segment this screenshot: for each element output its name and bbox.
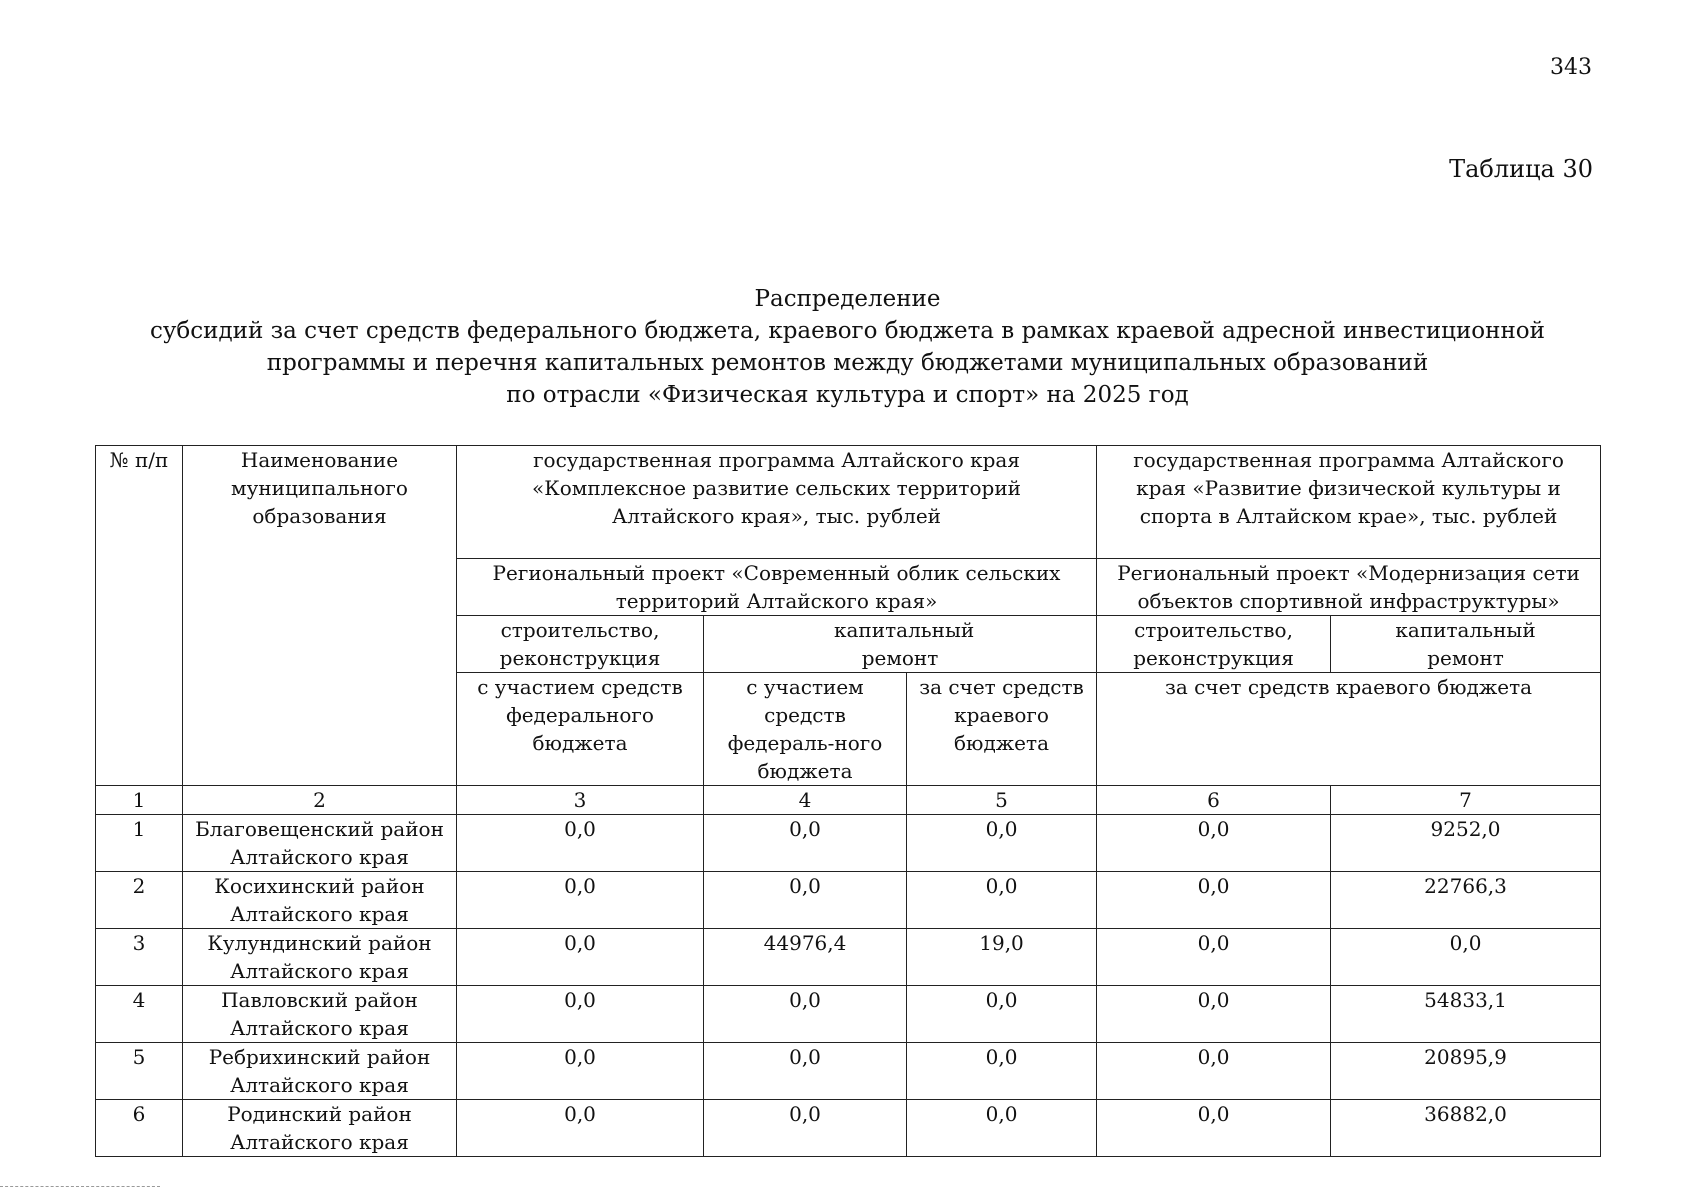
subsidy-distribution-table	[95, 445, 1601, 1157]
column-number: 7	[1331, 786, 1601, 815]
value-col-7: 22766,3	[1331, 872, 1601, 929]
column-number: 1	[96, 786, 183, 815]
value-col-7: 36882,0	[1331, 1100, 1601, 1157]
municipality-name: Благовещенский район Алтайского края	[183, 815, 457, 872]
row-number: 1	[96, 815, 183, 872]
header-num: № п/п	[96, 446, 183, 786]
header-regional-funds: за счет средств краевого бюджета	[907, 673, 1097, 786]
value-col-7: 0,0	[1331, 929, 1601, 986]
value-col-3: 0,0	[457, 929, 704, 986]
table-row	[96, 815, 1601, 872]
header-repair-2: капитальный ремонт	[1331, 616, 1601, 673]
value-col-6: 0,0	[1097, 929, 1331, 986]
header-federal-participation-repair: с участием средств федераль-ного бюджета	[704, 673, 907, 786]
value-col-4: 0,0	[704, 815, 907, 872]
row-number: 4	[96, 986, 183, 1043]
value-col-5: 0,0	[907, 872, 1097, 929]
column-number: 6	[1097, 786, 1331, 815]
page-number: 343	[1550, 55, 1592, 80]
municipality-name: Косихинский район Алтайского края	[183, 872, 457, 929]
table-row	[96, 1043, 1601, 1100]
row-number: 2	[96, 872, 183, 929]
header-regional-budget-funds: за счет средств краевого бюджета	[1097, 673, 1601, 786]
column-number-row	[96, 786, 1601, 815]
table-label: Таблица 30	[1449, 155, 1593, 183]
value-col-7: 20895,9	[1331, 1043, 1601, 1100]
value-col-3: 0,0	[457, 1100, 704, 1157]
value-col-4: 0,0	[704, 986, 907, 1043]
header-repair-1: капитальный ремонт	[704, 616, 1097, 673]
header-federal-participation: с участием средств федерального бюджета	[457, 673, 704, 786]
value-col-6: 0,0	[1097, 815, 1331, 872]
header-project-2: Региональный проект «Модернизация сети объектов спортивной инфраструктуры»	[1097, 559, 1601, 616]
title-line-1: Распределение	[754, 286, 941, 312]
value-col-4: 0,0	[704, 1100, 907, 1157]
table-row	[96, 929, 1601, 986]
value-col-7: 54833,1	[1331, 986, 1601, 1043]
value-col-5: 19,0	[907, 929, 1097, 986]
value-col-3: 0,0	[457, 872, 704, 929]
row-number: 5	[96, 1043, 183, 1100]
municipality-name: Павловский район Алтайского края	[183, 986, 457, 1043]
column-number: 5	[907, 786, 1097, 815]
value-col-6: 0,0	[1097, 1100, 1331, 1157]
value-col-5: 0,0	[907, 1043, 1097, 1100]
table-row	[96, 986, 1601, 1043]
document-title	[90, 283, 1605, 411]
row-number: 6	[96, 1100, 183, 1157]
header-program-1: государственная программа Алтайского края «Комплексное развитие сельских территорий Алтайского края», тыс. рублей	[457, 446, 1097, 559]
header-project-1: Региональный проект «Современный облик сельских территорий Алтайского края»	[457, 559, 1097, 616]
value-col-3: 0,0	[457, 815, 704, 872]
value-col-4: 0,0	[704, 872, 907, 929]
municipality-name: Ребрихинский район Алтайского края	[183, 1043, 457, 1100]
value-col-4: 0,0	[704, 1043, 907, 1100]
header-construction-2: строительство, реконструкция	[1097, 616, 1331, 673]
value-col-5: 0,0	[907, 815, 1097, 872]
value-col-6: 0,0	[1097, 986, 1331, 1043]
value-col-5: 0,0	[907, 1100, 1097, 1157]
value-col-5: 0,0	[907, 986, 1097, 1043]
municipality-name: Кулундинский район Алтайского края	[183, 929, 457, 986]
header-name: Наименование муниципального образования	[183, 446, 457, 786]
value-col-6: 0,0	[1097, 1043, 1331, 1100]
value-col-6: 0,0	[1097, 872, 1331, 929]
title-line-2: субсидий за счет средств федерального бюджета, краевого бюджета в рамках краевой адресной инвестиционной	[149, 318, 1545, 344]
value-col-7: 9252,0	[1331, 815, 1601, 872]
value-col-3: 0,0	[457, 1043, 704, 1100]
footer-divider	[0, 1186, 160, 1187]
value-col-4: 44976,4	[704, 929, 907, 986]
header-construction-1: строительство, реконструкция	[457, 616, 704, 673]
municipality-name: Родинский район Алтайского края	[183, 1100, 457, 1157]
column-number: 3	[457, 786, 704, 815]
title-line-3: программы и перечня капитальных ремонтов между бюджетами муниципальных образований	[266, 350, 1429, 376]
title-line-4: по отрасли «Физическая культура и спорт» на 2025 год	[506, 382, 1189, 408]
column-number: 4	[704, 786, 907, 815]
column-number: 2	[183, 786, 457, 815]
table-row	[96, 872, 1601, 929]
table-row	[96, 1100, 1601, 1157]
row-number: 3	[96, 929, 183, 986]
header-program-2: государственная программа Алтайского края «Развитие физической культуры и спорта в Алтайском крае», тыс. рублей	[1097, 446, 1601, 559]
value-col-3: 0,0	[457, 986, 704, 1043]
